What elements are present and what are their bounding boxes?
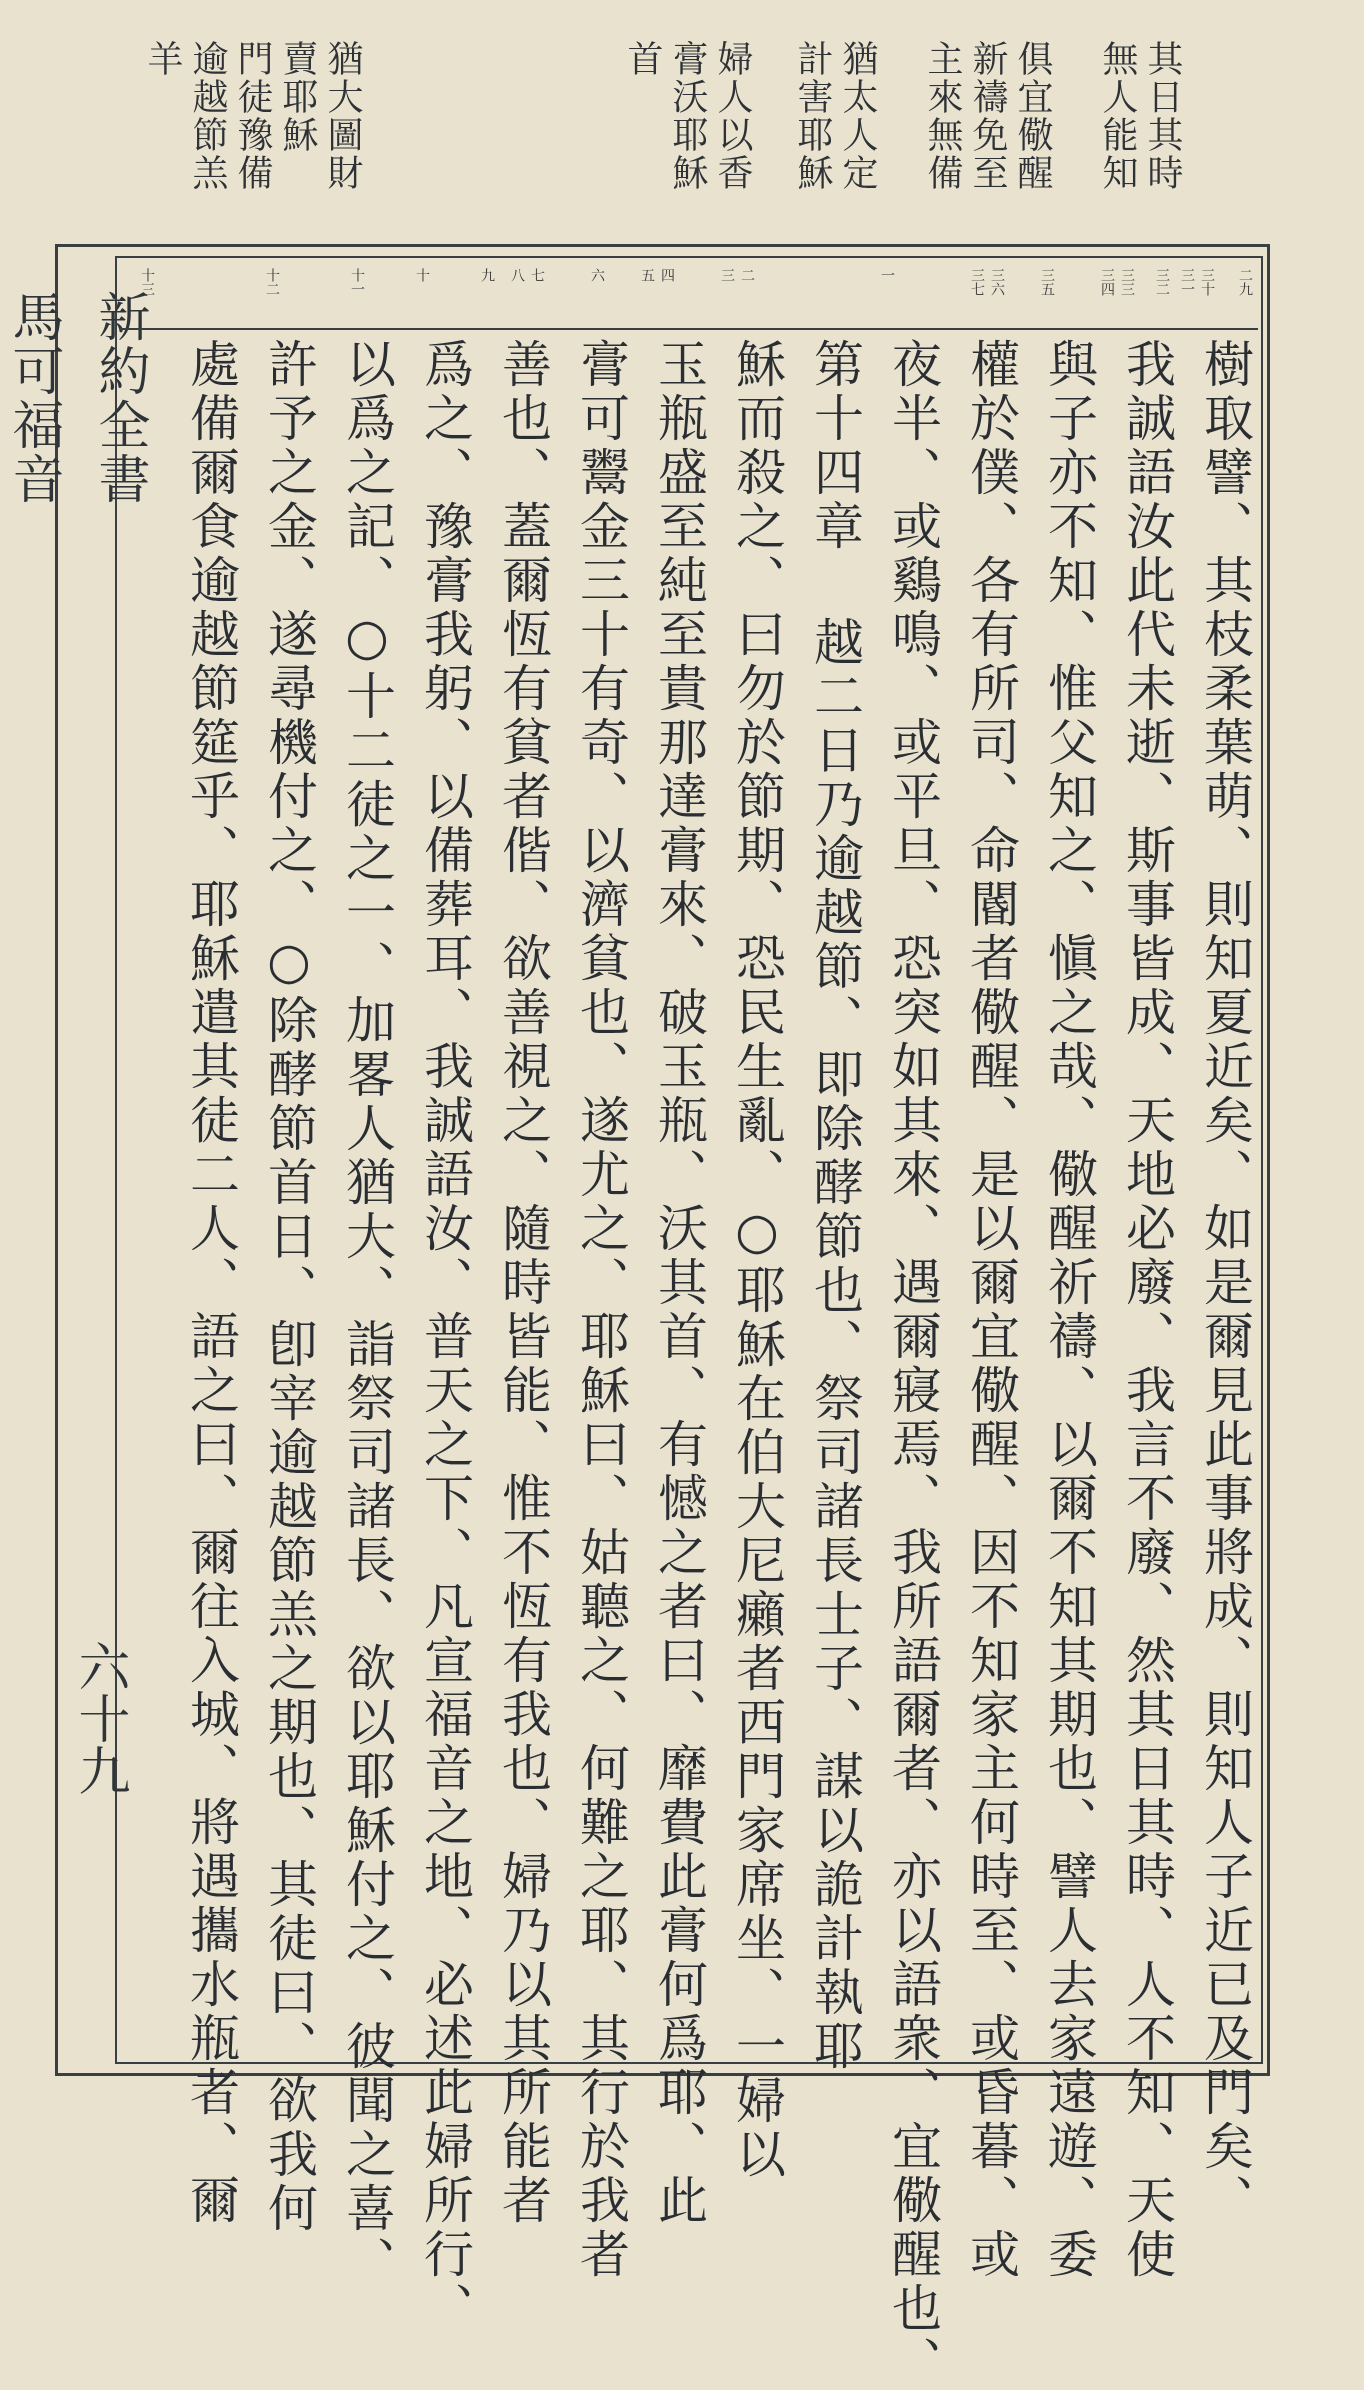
note: 膏沃耶穌	[667, 40, 708, 192]
verse-number: 九	[479, 268, 495, 282]
verse-number: 三三	[1119, 268, 1135, 296]
note: 無人能知	[1097, 40, 1138, 192]
text-column: 夜半、或鷄鳴、或平旦、恐突如其來、遇爾寢焉、我所語爾者、亦以語衆、宜儆醒也、	[884, 338, 942, 2390]
note: 其日其時	[1142, 40, 1183, 192]
note: 逾越節羔	[187, 40, 228, 192]
verse-number: 十二	[264, 268, 280, 296]
verse-number: 二	[739, 268, 755, 282]
verse-number: 十	[414, 268, 430, 282]
verse-number: 七	[529, 268, 545, 282]
gospel-title: 馬可福音	[3, 290, 63, 506]
text-column: 穌而殺之、曰勿於節期、恐民生亂、○耶穌在伯大尼癩者西門家席坐、一婦以	[728, 338, 786, 2182]
verse-number: 三十	[1199, 268, 1215, 296]
verse-number: 三	[719, 268, 735, 282]
text-column: 與子亦不知、惟父知之、愼之哉、儆醒祈禱、以爾不知其期也、譬人去家遠遊、委	[1040, 338, 1098, 2282]
verse-number: 三四	[1099, 268, 1115, 296]
verse-number: 十一	[349, 268, 365, 296]
text-column: 我誠語汝此代未逝、斯事皆成、天地必廢、我言不廢、然其日其時、人不知、天使	[1118, 338, 1176, 2282]
page-number: 六十九	[69, 1640, 129, 1796]
note: 猶太人定	[837, 40, 878, 192]
note: 門徒豫備	[232, 40, 273, 192]
text-column: 樹取譬、其枝柔葉萌、則知夏近矣、如是爾見此事將成、則知人子近已及門矣、	[1196, 338, 1254, 2228]
note: 賣耶穌	[277, 40, 318, 154]
verse-number: 三二	[1154, 268, 1170, 296]
text-column: 玉瓶盛至純至貴那達膏來、破玉瓶、沃其首、有憾之者曰、靡費此膏何爲耶、此	[650, 338, 708, 2228]
verse-number: 四	[659, 268, 675, 282]
verse-number: 六	[589, 268, 605, 282]
note: 主來無備	[922, 40, 963, 192]
verse-number: 三七	[969, 268, 985, 296]
text-column: 許予之金、遂尋機付之、○除酵節首日、卽宰逾越節羔之期也、其徒曰、欲我何	[260, 338, 318, 2236]
verse-number: 二九	[1237, 268, 1253, 296]
note: 婦人以香	[712, 40, 753, 192]
text-column: 處備爾食逾越節筵乎、耶穌遣其徒二人、語之曰、爾往入城、將遇攜水瓶者、爾	[182, 338, 240, 2228]
chapter-heading-column: 第十四章 越二日乃逾越節、即除酵節也、祭司諸長士子、謀以詭計執耶	[806, 338, 864, 2074]
note: 俱宜儆醒	[1012, 40, 1053, 192]
verse-number: 一	[879, 268, 895, 282]
verse-number: 三六	[989, 268, 1005, 296]
header-notes	[142, 40, 1200, 250]
note: 新禱免至	[967, 40, 1008, 192]
body-text	[120, 330, 1258, 2390]
text-column: 膏可鬻金三十有奇、以濟貧也、遂尤之、耶穌曰、姑聽之、何難之耶、其行於我者	[572, 338, 630, 2282]
note: 計害耶穌	[792, 40, 833, 192]
note: 首	[622, 40, 663, 78]
text-column: 善也、蓋爾恆有貧者偕、欲善視之、隨時皆能、惟不恆有我也、婦乃以其所能者	[494, 338, 552, 2228]
verse-number: 三五	[1039, 268, 1055, 296]
text-column: 以爲之記、○十二徒之一、加畧人猶大、詣祭司諸長、欲以耶穌付之、彼聞之喜、	[338, 338, 396, 2290]
verse-number: 十三	[139, 268, 155, 296]
verse-number: 五	[639, 268, 655, 282]
verse-number-strip	[120, 262, 1258, 330]
text-column: 權於僕、各有所司、命閽者儆醒、是以爾宜儆醒、因不知家主何時至、或昏暮、或	[962, 338, 1020, 2282]
verse-number: 八	[509, 268, 525, 282]
verse-number: 三一	[1179, 268, 1195, 296]
text-column: 爲之、豫膏我躬、以備葬耳、我誠語汝、普天之下、凡宣福音之地、必述此婦所行、	[416, 338, 474, 2336]
book-title: 新約全書	[89, 290, 149, 506]
note: 猶大圖財	[322, 40, 363, 192]
note: 羊	[142, 40, 183, 78]
